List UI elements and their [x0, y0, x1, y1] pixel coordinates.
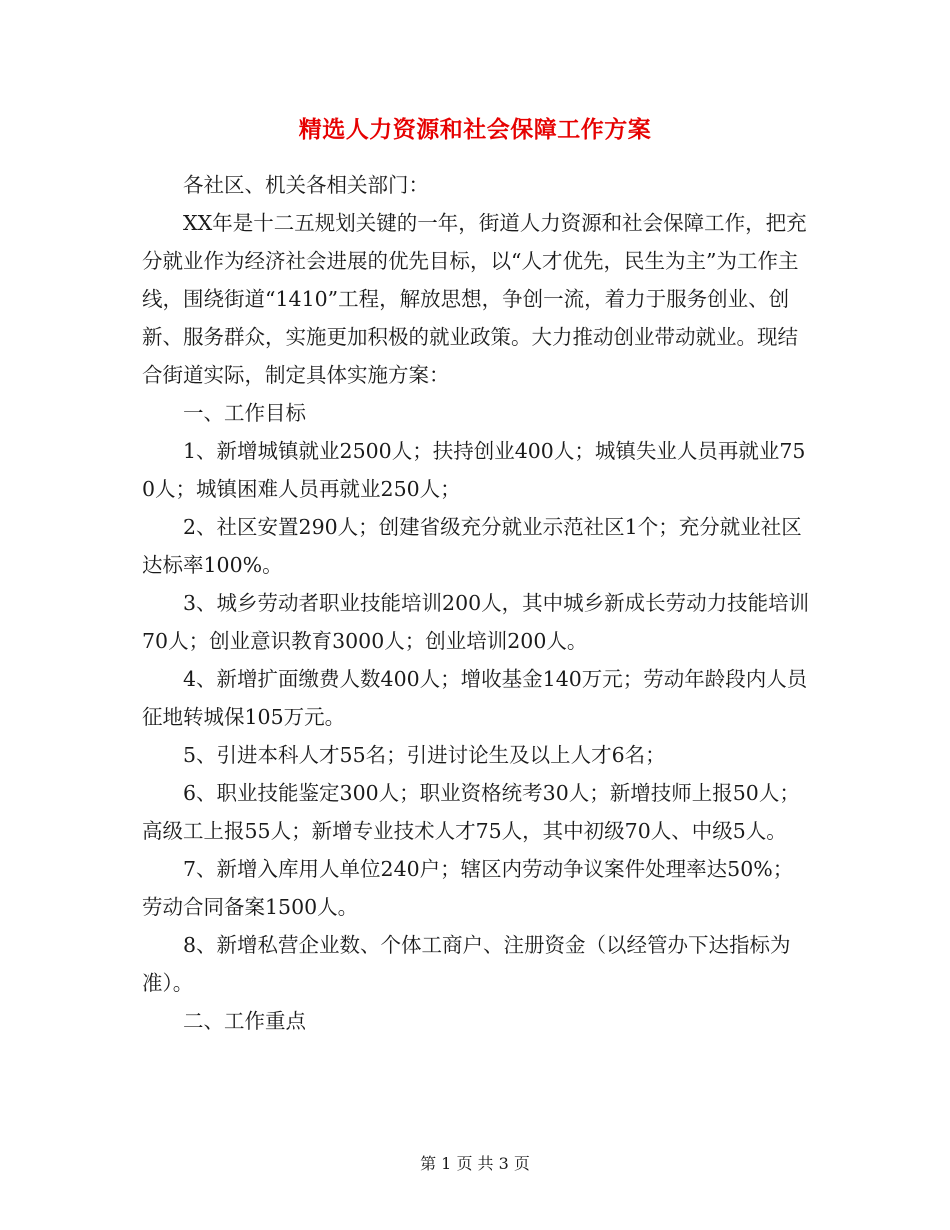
paragraph-goal-8: 8、新增私营企业数、个体工商户、注册资金（以经管办下达指标为准）。 — [142, 933, 791, 995]
paragraph-goal-6: 6、职业技能鉴定300人；职业资格统考30人；新增技师上报50人；高级工上报55人；新增专业技术人才75人，其中初级70人、中级5人。 — [142, 781, 800, 843]
section-heading-goals: 一、工作目标 — [183, 401, 306, 425]
document-title: 精选人力资源和社会保障工作方案 — [298, 116, 652, 143]
paragraph-intro: XX年是十二五规划关键的一年，街道人力资源和社会保障工作，把充分就业作为经济社会进展的优先目标，以“人才优先，民生为主”为工作主线，围绕街道“1410”工程，解放思想，争创一流，着力于服务创业、创新、服务群众，实施更加积极的就业政策。大力推动创业带动就业。现结合街道实际，制定具体实施方案： — [142, 211, 807, 387]
paragraph-goal-2: 2、社区安置290人；创建省级充分就业示范社区1个；充分就业社区达标率100%。 — [142, 515, 802, 577]
page-footer: 第 1 页 共 3 页 — [420, 1154, 530, 1173]
paragraph-goal-4: 4、新增扩面缴费人数400人；增收基金140万元；劳动年龄段内人员征地转城保105万元。 — [142, 667, 808, 729]
document-body — [142, 166, 810, 1040]
paragraph-salutation: 各社区、机关各相关部门： — [183, 173, 429, 197]
paragraph-goal-5: 5、引进本科人才55名；引进讨论生及以上人才6名； — [183, 743, 666, 767]
paragraph-goal-3: 3、城乡劳动者职业技能培训200人，其中城乡新成长劳动力技能培训70人；创业意识教育3000人；创业培训200人。 — [142, 591, 810, 653]
paragraph-goal-7: 7、新增入库用人单位240户；辖区内劳动争议案件处理率达50%；劳动合同备案1500人。 — [142, 857, 794, 919]
section-heading-priorities: 二、工作重点 — [183, 1009, 306, 1033]
paragraph-goal-1: 1、新增城镇就业2500人；扶持创业400人；城镇失业人员再就业750人；城镇困难人员再就业250人； — [142, 439, 806, 501]
